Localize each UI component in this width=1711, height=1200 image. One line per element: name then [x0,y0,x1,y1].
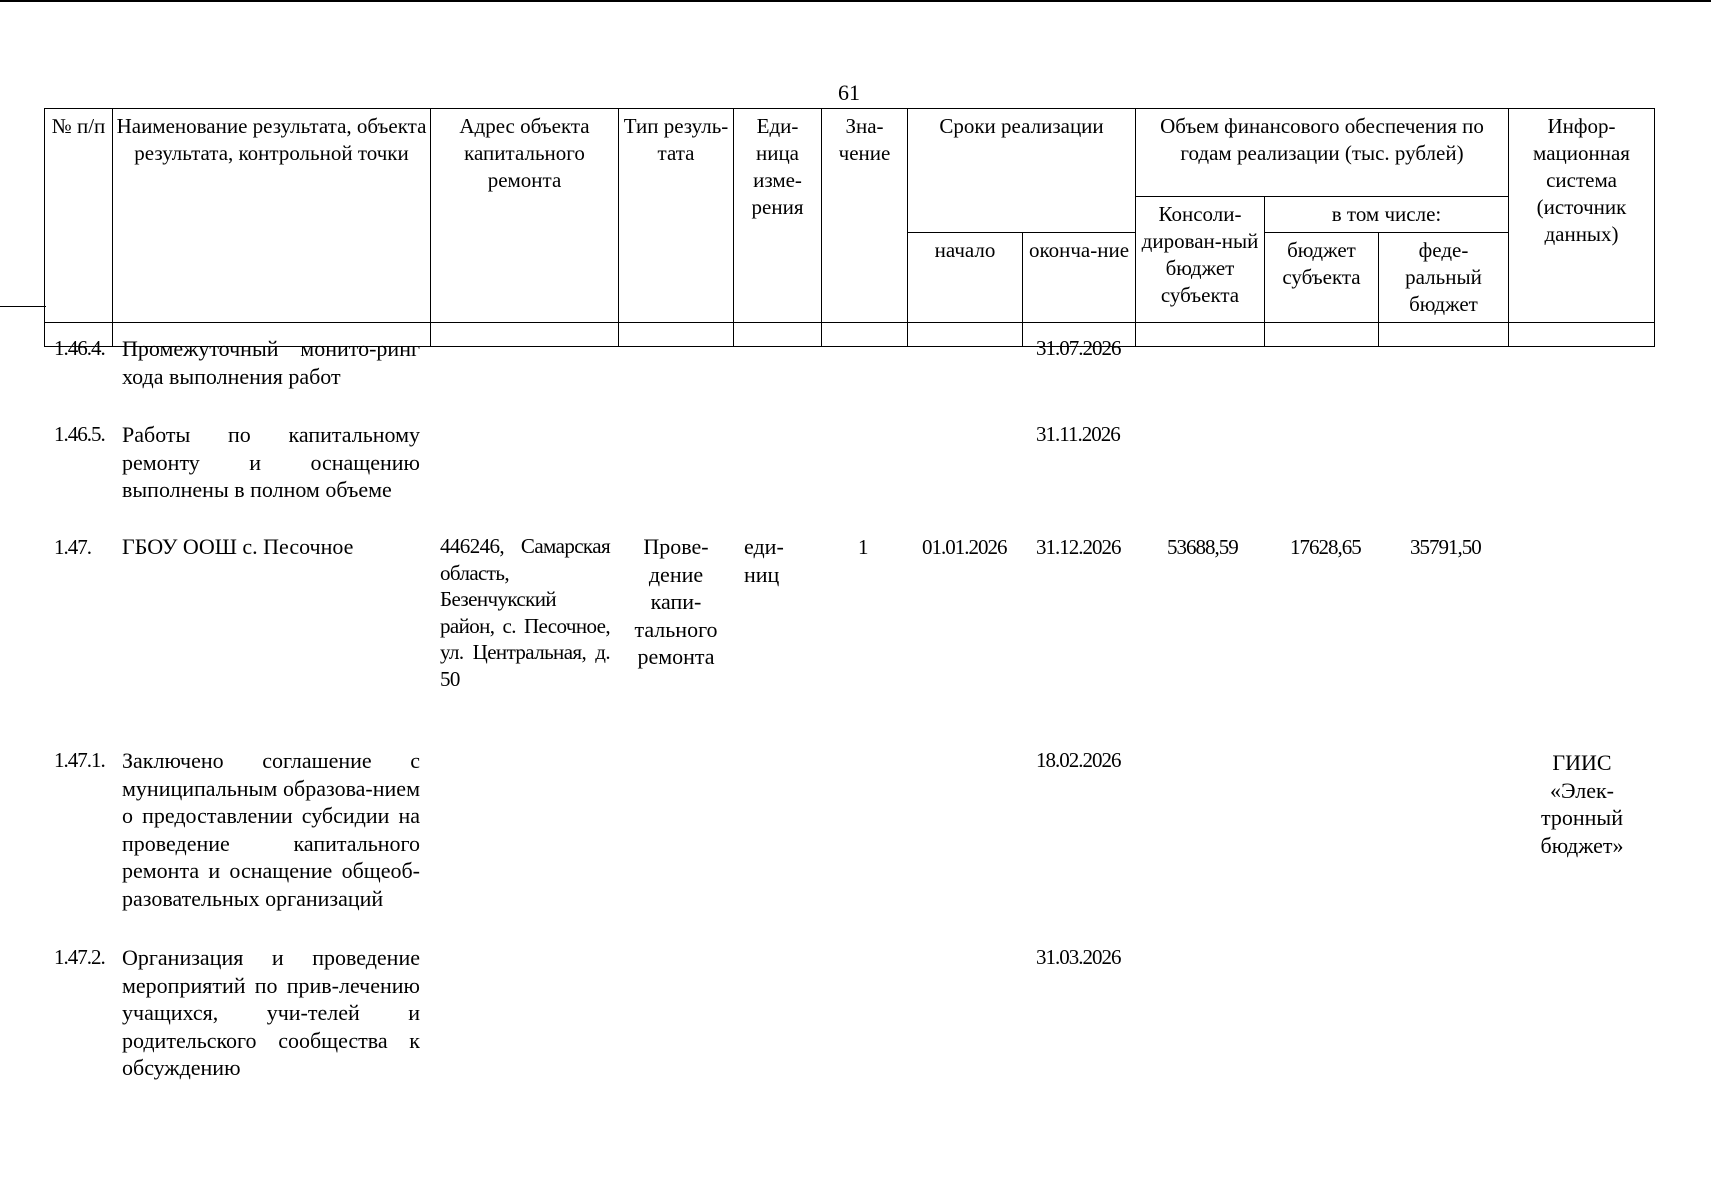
row-number: 1.47.1. [54,748,105,772]
row-end-date: 31.03.2026 [1036,945,1121,969]
column-number-cell [1509,323,1655,347]
row-consolidated: 53688,59 [1167,535,1238,559]
row-start-date: 01.01.2026 [922,535,1007,559]
scan-line [0,306,46,307]
row-number: 1.47.2. [54,945,105,969]
header-value: Зна-чение [822,109,908,323]
row-number: 1.46.4. [54,336,105,360]
column-number-cell [431,323,619,347]
row-number: 1.46.5. [54,422,105,446]
column-number-cell [619,323,734,347]
row-end-date: 31.11.2026 [1036,422,1120,446]
header-consolidated: Консоли-дирован-ный бюджет субъекта [1136,197,1265,323]
header-finance: Объем финансового обеспечения по годам реализации (тыс. рублей) [1136,109,1509,197]
row-name: ГБОУ ООШ с. Песочное [122,534,354,559]
row-info-system: ГИИС «Элек-тронный бюджет» [1540,750,1624,858]
row-name: Заключено соглашение с муниципальным образова-нием о предоставлении субсидии на проведение капитального ремонта и оснащение общеоб-разовательных организаций [122,748,420,911]
header-info-system: Инфор-мационная система (источник данных) [1509,109,1655,323]
header-subject-budget: бюджет субъекта [1265,233,1379,323]
header-end: оконча-ние [1023,233,1136,323]
column-number-cell [1136,323,1265,347]
row-end-date: 31.07.2026 [1036,336,1121,360]
row-name: Промежуточный монито-ринг хода выполнения работ [122,336,420,389]
scan-top-border [0,0,1711,2]
row-value: 1 [858,535,868,559]
row-name: Работы по капитальному ремонту и оснащению выполнены в полном объеме [122,422,420,502]
row-name: Организация и проведение мероприятий по прив-лечению учащихся, учи-телей и родительского сообщества к обсуждению [122,945,420,1080]
column-number-cell [908,323,1023,347]
row-unit: еди-ниц [744,534,784,587]
column-number-cell [734,323,822,347]
header-unit: Еди-ница изме-рения [734,109,822,323]
header-num: № п/п [45,109,113,323]
header-including: в том числе: [1265,197,1509,233]
row-subject-budget: 17628,65 [1290,535,1361,559]
table-header [44,108,1655,347]
row-end-date: 31.12.2026 [1036,535,1121,559]
header-terms: Сроки реализации [908,109,1136,233]
header-name: Наименование результата, объекта результата, контрольной точки [113,109,431,323]
row-number: 1.47. [54,535,91,559]
row-type: Прове-дение капи-тального ремонта [634,534,718,669]
column-number-cell [822,323,908,347]
page-number: 61 [838,80,860,105]
column-number-cell [1265,323,1379,347]
header-address: Адрес объекта капитального ремонта [431,109,619,323]
row-end-date: 18.02.2026 [1036,748,1121,772]
row-federal-budget: 35791,50 [1410,535,1481,559]
row-address: 446246, Самарская область, Безенчукский район, с. Песочное, ул. Центральная, д. 50 [440,534,610,691]
header-start: начало [908,233,1023,323]
header-type: Тип резуль-тата [619,109,734,323]
header-federal-budget: феде-ральный бюджет [1379,233,1509,323]
column-number-cell [1379,323,1509,347]
